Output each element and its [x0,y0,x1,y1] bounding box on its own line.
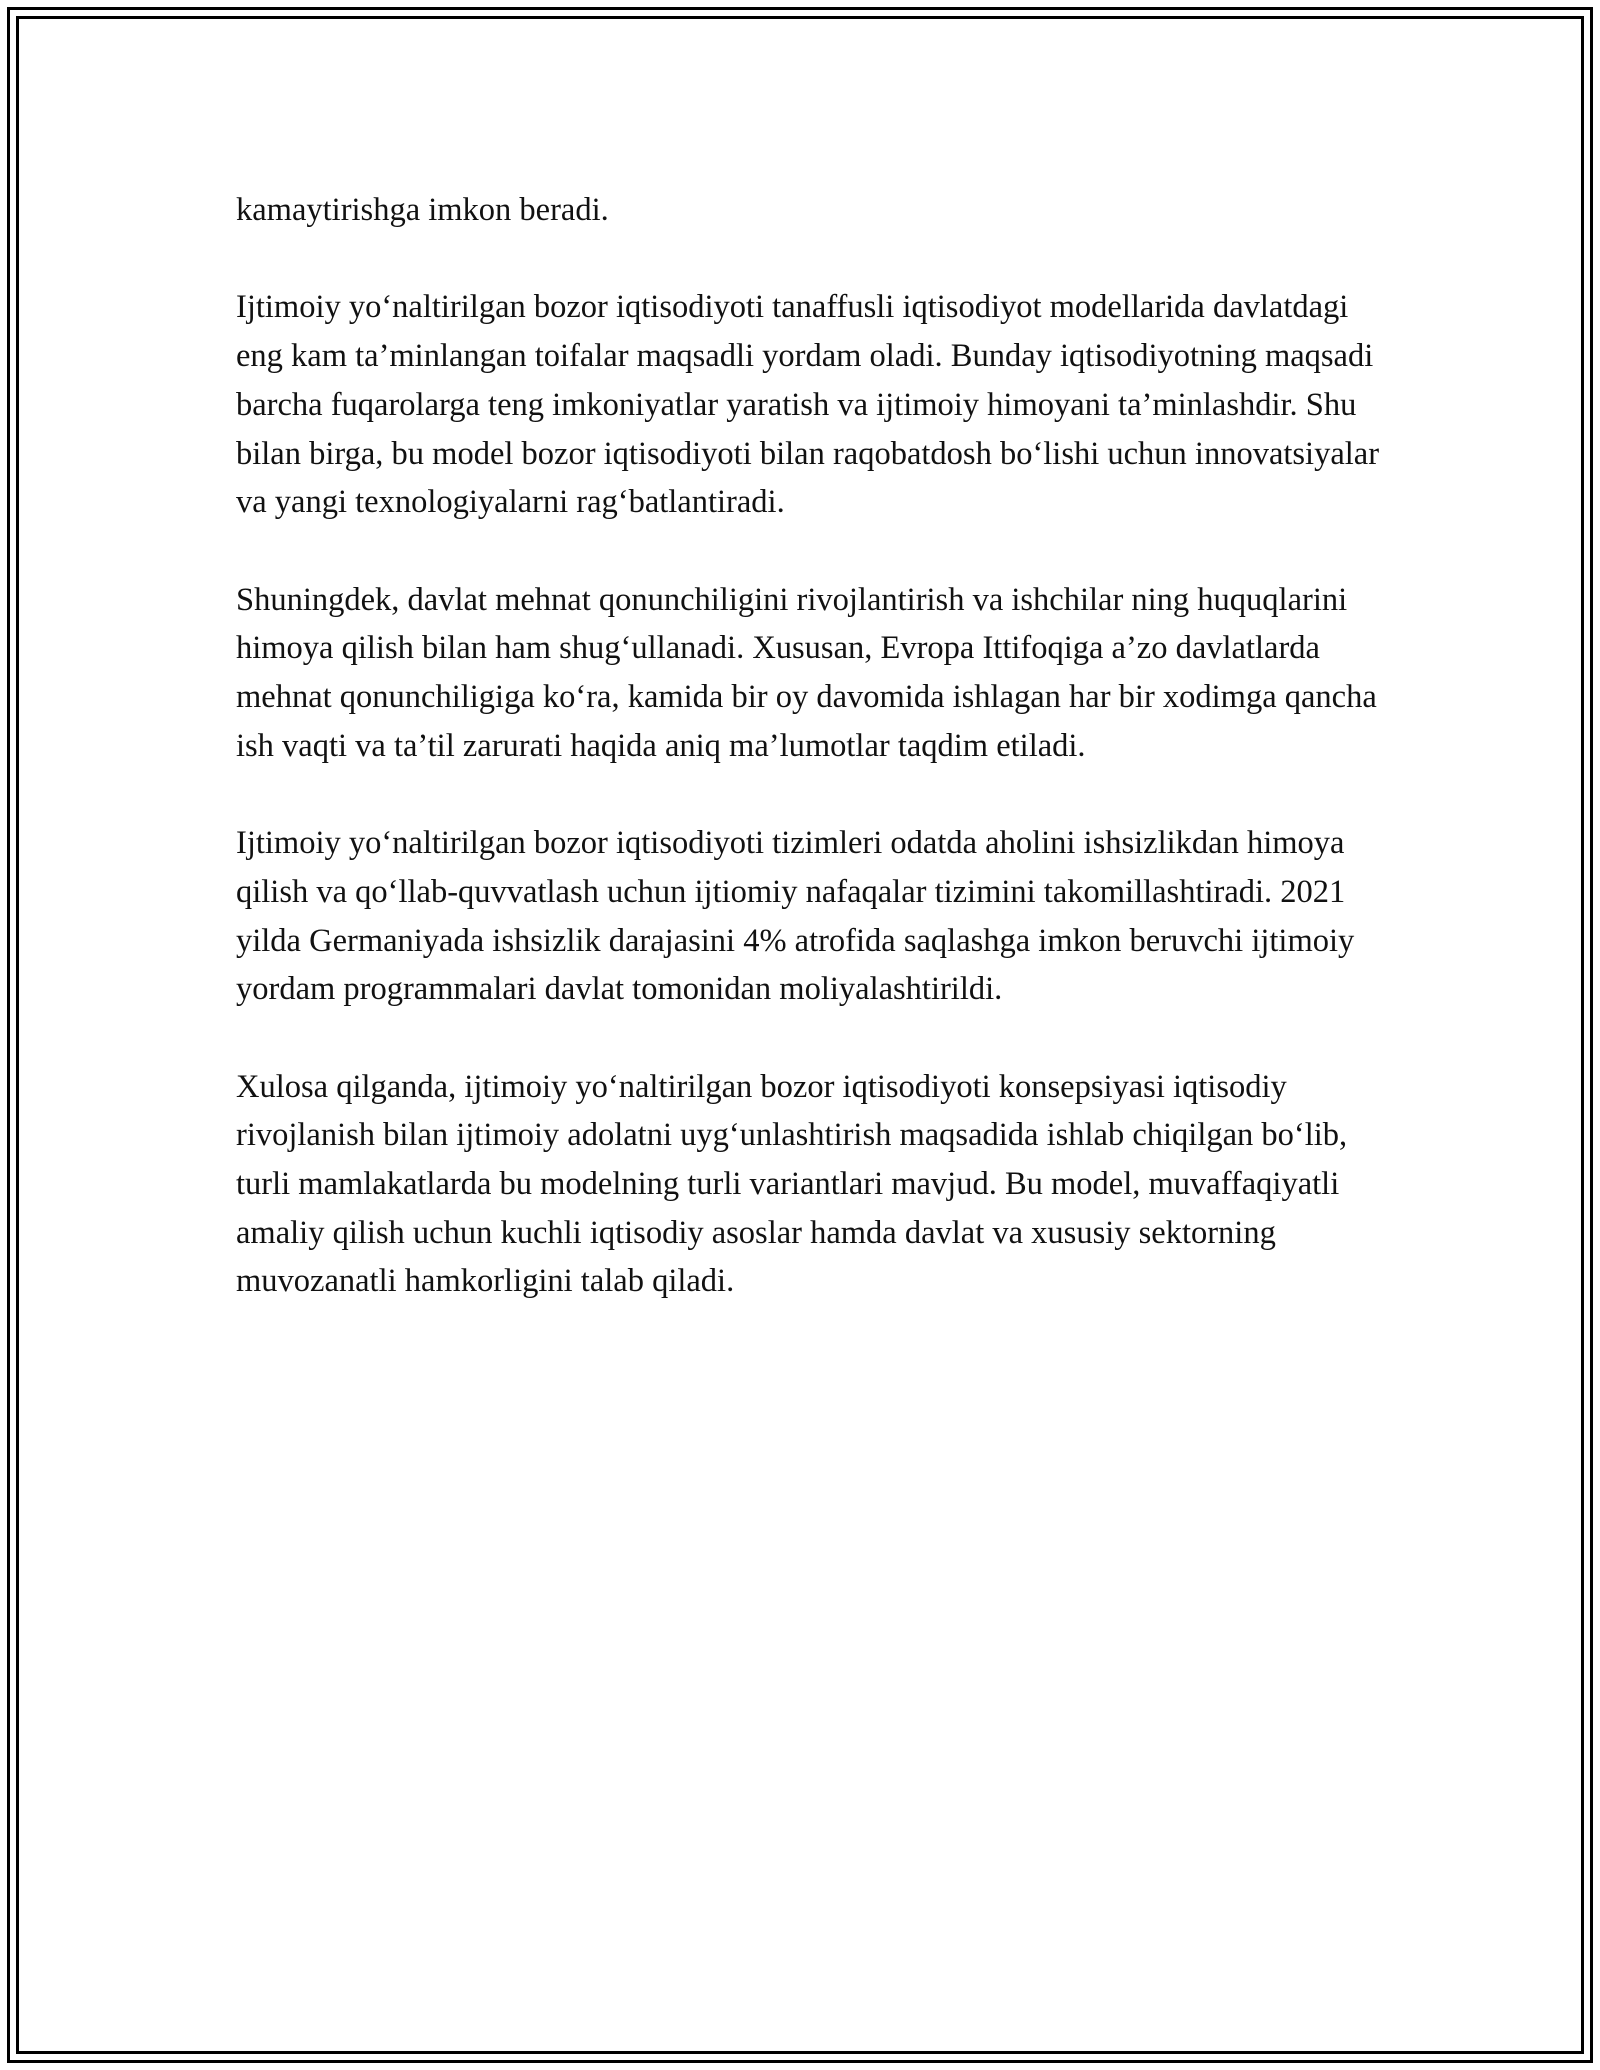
paragraph-5: Xulosa qilganda, ijtimoiy yo‘naltirilgan bozor iqtisodiyoti konsepsiyasi iqtisodiy rivojlanish bilan ijtimoiy adolatni uyg‘unlashtirish maqsadida ishlab chiqilgan bo‘lib, turli mamlakatlarda bu modelning turli variantlari mavjud. Bu model, muvaffaqiyatli amaliy qilish uchun kuchli iqtisodiy asoslar hamda davlat va xususiy sektorning muvozanatli hamkorligini talab qiladi. [236,1068,1348,1300]
paragraph-3: Shuningdek, davlat mehnat qonunchiligini rivojlantirish va ishchilar ning huquqlarini himoya qilish bilan ham shug‘ullanadi. Xususan, Evropa Ittifoqiga a’zo davlatlarda mehnat qonunchiligiga ko‘ra, kamida bir oy davomida ishlagan har bir xodimga qancha ish vaqti va ta’til zarurati haqida aniq ma’lumotlar taqdim etiladi. [236,581,1377,764]
paragraph-4: Ijtimoiy yo‘naltirilgan bozor iqtisodiyoti tizimleri odatda aholini ishsizlikdan himoya qilish va qo‘llab-quvvatlash uchun ijtiomiy nafaqalar tizimini takomillashtiradi. 2021 yilda Germaniyada ishsizlik darajasini 4% atrofida saqlashga imkon beruvchi ijtimoiy yordam programmalari davlat tomonidan moliyalashtirildi. [236,825,1355,1008]
paragraph-1: kamaytirishga imkon beradi. [236,192,609,228]
paragraph-2: Ijtimoiy yo‘naltirilgan bozor iqtisodiyoti tanaffusli iqtisodiyot modellarida davlatdagi eng kam ta’minlangan toifalar maqsadli yordam oladi. Bunday iqtisodiyotning maqsadi barcha fuqarolarga teng imkoniyatlar yaratish va ijtimoiy himoyani ta’minlashdir. Shu bilan birga, bu model bozor iqtisodiyoti bilan raqobatdosh bo‘lishi uchun innovatsiyalar va yangi texnologiyalarni rag‘batlantiradi. [236,289,1380,521]
document-body [236,186,1386,1355]
